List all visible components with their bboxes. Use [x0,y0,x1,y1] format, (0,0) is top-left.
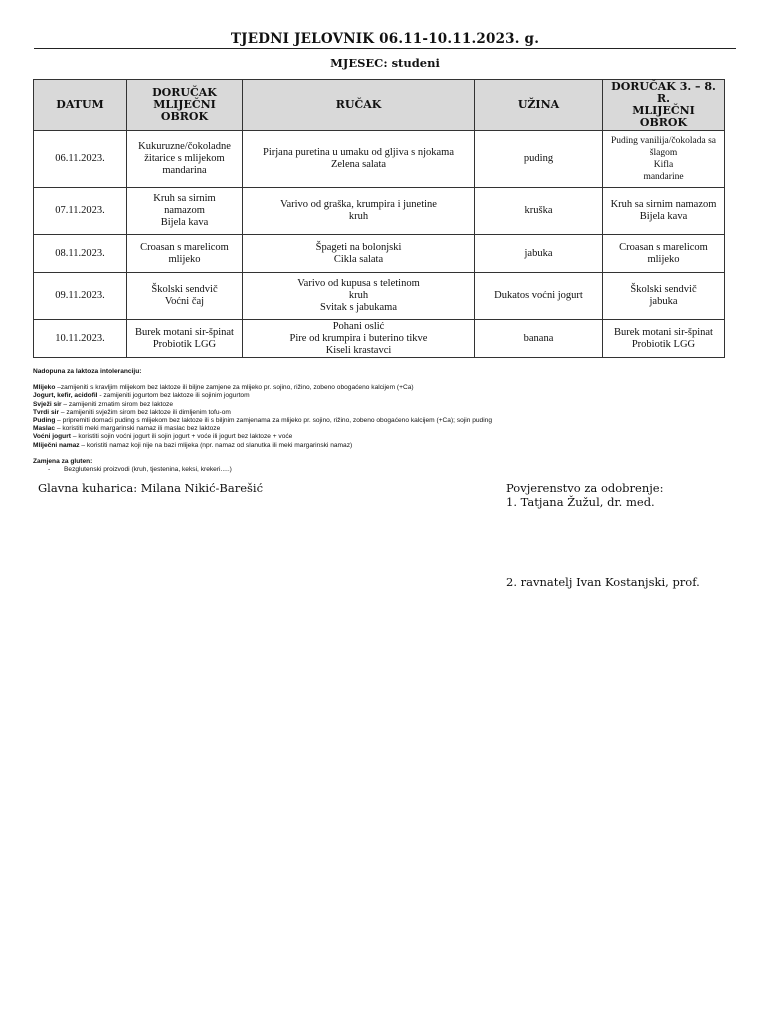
weekly-menu-table [33,79,725,358]
cell-line: Pohani oslić [332,320,385,332]
note-text: – zamijeniti zrnatim sirom bez laktoze [61,400,173,408]
cell-line: Kiseli krastavci [325,344,392,356]
cell-line: Croasan s marelicom [140,241,229,253]
header-dorucak-3-8 [603,80,725,131]
cell-uzina: banana [475,320,603,358]
committee-member-2: 2. ravnatelj Ivan Kostanjski, prof. [506,575,700,589]
note-item [33,425,733,433]
cell-line: Kruh sa sirnim namazom [610,199,717,210]
cell-line: Pire od krumpira i buterino tikve [289,332,428,344]
header-dorucak38-line: R. [657,92,670,105]
cell-line: Bijela kava [160,217,209,228]
cell-line: Školski sendvič [151,284,218,295]
note-term: Mliječni namaz [33,441,80,449]
cell-line: Špageti na bolonjski [315,241,402,253]
cell-dorucak [127,320,243,358]
cell-dorucak [127,131,243,188]
note-item [33,401,733,409]
header-dorucak-line: DORUČAK [152,86,217,99]
cell-line: kruh [348,211,369,222]
committee-title: Povjerenstvo za odobrenje: [506,481,664,495]
cell-line: Kifla [653,160,674,170]
cell-line: namazom [164,205,205,216]
cell-line: Burek motani sir-špinat [135,326,234,338]
note-text: - zamijeniti jogurtom bez laktoze ili sojinim jogurtom [97,392,250,400]
note-text: – koristiti namaz koji nije na bazi mlijeka (npr. namaz od slanutka ili meki margarinski namaz) [79,441,353,449]
cell-line: mandarine [643,172,684,182]
note-term: Mlijeko [33,384,56,392]
page-title: TJEDNI JELOVNIK 06.11-10.11.2023. g. [230,31,540,47]
note-text: – zamijeniti svježim sirom bez laktoze ili dimljenim tofu-om [59,408,231,416]
cell-dorucak-3-8 [603,235,725,273]
cell-line: Bijela kava [639,211,688,222]
committee-member-1: 1. Tatjana Žužul, dr. med. [506,495,655,509]
cell-dorucak-3-8 [603,131,725,188]
note-item [33,392,733,400]
committee-block [506,481,663,509]
note-term: Svježi sir [33,400,62,408]
cell-line: mandarina [162,165,207,176]
header-dorucak-line: OBROK [160,110,209,123]
note-term: Puding [33,417,56,425]
cell-line: Voćni čaj [164,296,205,307]
header-dorucak38-line: MLIJEČNI [632,104,695,117]
note-item [33,384,733,392]
gluten-dash: - [48,466,51,474]
cell-datum: 09.11.2023. [34,273,127,320]
cell-line: Puding vanilija/čokolada sa [610,136,716,146]
gluten-heading: Zamjena za gluten: [33,457,93,465]
cell-line: Zelena salata [330,159,387,170]
cell-line: šlagom [649,148,678,158]
table-row [34,235,725,273]
table-header-row [34,80,725,131]
header-dorucak38-line: DORUČAK 3. – 8. [611,80,716,93]
note-item [33,417,733,425]
cell-dorucak [127,273,243,320]
note-term: Tvrdi sir [33,408,60,416]
cell-dorucak-3-8 [603,273,725,320]
cell-line: Burek motani sir-špinat [614,326,713,338]
cell-line: kruh [348,290,369,301]
cell-rucak [243,320,475,358]
cell-uzina: jabuka [475,235,603,273]
cell-rucak [243,273,475,320]
cell-line: Cikla salata [333,253,384,265]
cell-line: Svitak s jabukama [320,302,397,313]
cell-line: jabuka [649,296,678,307]
title-divider [34,48,736,49]
lactose-heading: Nadopuna za laktoza intoleranciju: [33,368,142,375]
gluten-text: Bezglutenski proizvodi (kruh, tjestenina, keksi, krekeri.....) [64,466,232,474]
month-subtitle: MJESEC: studeni [330,56,440,70]
cell-line: Probiotik LGG [152,338,217,350]
header-dorucak-line: MLIJEČNI [153,98,216,111]
cell-datum: 06.11.2023. [34,131,127,188]
table-row [34,188,725,235]
header-dorucak [127,80,243,131]
note-term: Jogurt, kefir, acidofil [33,392,98,400]
table-row [34,320,725,358]
gluten-item [33,466,733,474]
cell-uzina: Dukatos voćni jogurt [475,273,603,320]
note-text: – koristiti sojin voćni jogurt ili sojin jogurt + voće ili jogurt bez laktoze + voće [70,433,293,441]
table-row [34,273,725,320]
note-term: Maslac [33,425,55,433]
cell-dorucak [127,235,243,273]
note-term: Voćni jogurt [33,433,71,441]
cell-line: Croasan s marelicom [619,241,708,253]
cell-line: Varivo od graška, krumpira i junetine [280,199,437,210]
cell-line: Školski sendvič [630,284,697,295]
cell-dorucak [127,188,243,235]
cell-line: Kruh sa sirnim [153,193,216,204]
cell-line: Varivo od kupusa s teletinom [297,278,420,289]
cell-dorucak-3-8 [603,320,725,358]
cell-dorucak-3-8 [603,188,725,235]
cell-line: Probiotik LGG [631,338,696,350]
cell-rucak [243,131,475,188]
cell-uzina: kruška [475,188,603,235]
cell-rucak [243,235,475,273]
header-datum: DATUM [34,80,127,131]
cell-line: Kukuruzne/čokoladne [138,141,231,152]
chef-signature: Glavna kuharica: Milana Nikić-Barešić [38,481,264,495]
cell-datum: 10.11.2023. [34,320,127,358]
cell-line: mlijeko [168,253,201,265]
note-text: – koristiti meki margarinski namaz ili maslac bez laktoze [55,425,221,433]
cell-datum: 08.11.2023. [34,235,127,273]
notes-spacer [33,450,733,458]
header-uzina: UŽINA [475,80,603,131]
header-dorucak38-line: OBROK [639,116,688,129]
note-item [33,442,733,450]
cell-line: žitarice s mlijekom [144,153,225,164]
note-item [33,409,733,417]
cell-uzina: puding [475,131,603,188]
cell-datum: 07.11.2023. [34,188,127,235]
notes-spacer [33,376,733,384]
cell-rucak [243,188,475,235]
dietary-notes [33,368,733,474]
note-text: –zamijeniti s kravljim mlijekom bez laktoze ili biljne zamjene za mlijeko pr. sojino, rižino, zobeno obogaćeno kalcijem (+Ca) [55,384,414,392]
cell-line: Pirjana puretina u umaku od gljiva s njokama [263,147,454,158]
note-text: – pripremiti domaći puding s mlijekom bez laktoze ili s biljnim zamjenama za mlijeko pr. sojino, rižino, zobeno obogaćeno kalcijem (+Ca); sojin puding [55,417,493,425]
table-row [34,131,725,188]
note-item [33,433,733,441]
header-rucak: RUČAK [243,80,475,131]
cell-line: mlijeko [647,253,680,265]
